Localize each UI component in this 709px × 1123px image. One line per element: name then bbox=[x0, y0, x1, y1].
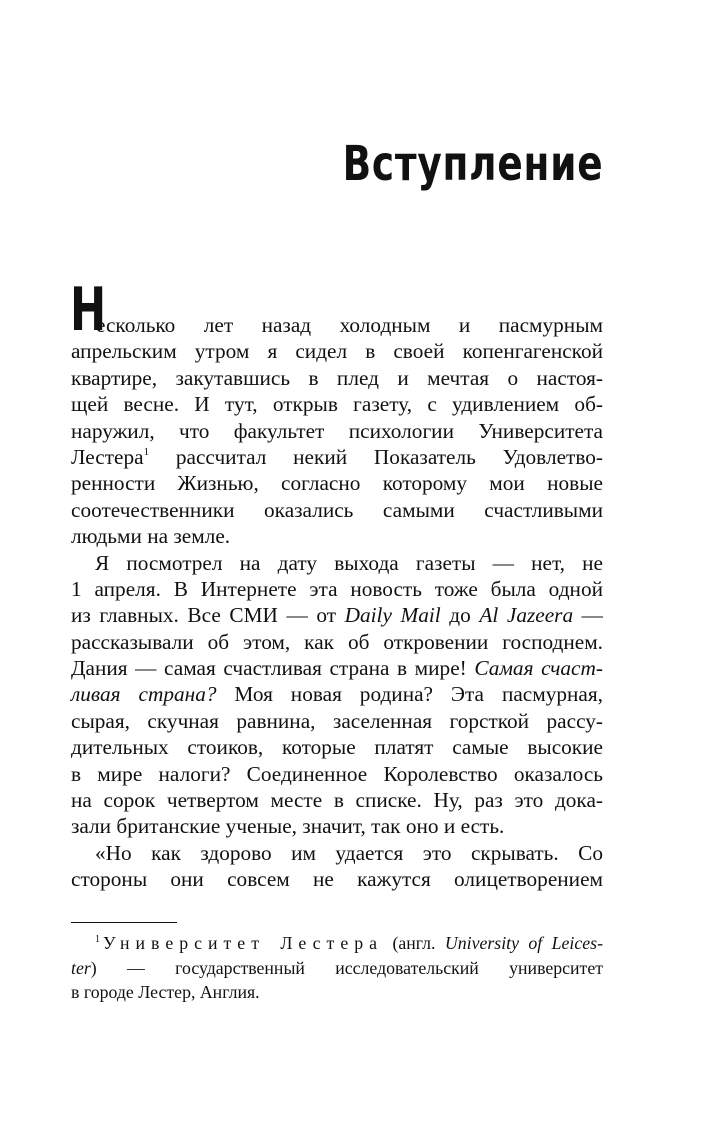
text-fragment: Лестера bbox=[71, 444, 144, 469]
text-line: апрельским утром я сидел в своей копенгагенской bbox=[71, 339, 603, 364]
text-line: Я посмотрел на дату выхода газеты — нет, не bbox=[95, 550, 603, 575]
text-line bbox=[71, 681, 603, 707]
paragraph-1 bbox=[70, 275, 603, 550]
paragraph-2 bbox=[71, 550, 603, 840]
book-page bbox=[71, 0, 603, 1123]
footnote-line bbox=[71, 956, 603, 981]
text-line: квартире, закутавшись в плед и мечтая о настоя- bbox=[71, 365, 603, 390]
text-line: соотечественники оказались самыми счастливыми bbox=[71, 497, 603, 522]
footnote-line: в городе Лестер, Англия. bbox=[71, 982, 260, 1002]
text-line: в мире налоги? Соединенное Королевство оказалось bbox=[71, 761, 603, 786]
footnote-reference[interactable]: 1 bbox=[143, 445, 150, 458]
italic-text: ter bbox=[71, 957, 91, 978]
text-line: сырая, скучная равнина, заселенная горсткой рассу- bbox=[71, 708, 603, 733]
text-line: ренности Жизнью, согласно которому мои новые bbox=[71, 471, 603, 496]
text-fragment: ) — государственный исследовательский университет bbox=[90, 957, 603, 978]
text-line bbox=[71, 602, 603, 628]
footnote-mark: 1 bbox=[95, 934, 100, 945]
text-line bbox=[71, 655, 603, 681]
footnote-divider bbox=[71, 922, 177, 923]
text-line: дительных стоиков, которые платят самые высокие bbox=[71, 735, 603, 760]
text-fragment: — bbox=[573, 603, 603, 628]
main-text bbox=[70, 275, 603, 893]
text-line: 1 апреля. В Интернете эта новость тоже была одной bbox=[71, 576, 603, 601]
text-fragment: из главных. Все СМИ — от bbox=[71, 603, 345, 628]
footnote-term: Университет Лестера bbox=[103, 933, 384, 953]
text-line bbox=[71, 444, 603, 470]
text-line: «Но как здорово им удается это скрывать. Со bbox=[95, 840, 603, 865]
text-fragment: (англ. bbox=[383, 933, 445, 953]
text-fragment: рассчитал некий Показатель Удовлетво- bbox=[149, 444, 603, 469]
italic-text: Самая счаст- bbox=[474, 656, 603, 681]
italic-text: Al Jazeera bbox=[479, 603, 574, 628]
text-line: стороны они совсем не кажутся олицетворением bbox=[71, 867, 603, 892]
text-line: наружил, что факультет психологии Университета bbox=[71, 418, 603, 443]
text-fragment: Дания — самая счастливая страна в мире! bbox=[71, 656, 475, 681]
drop-cap: Н bbox=[70, 275, 107, 345]
text-fragment: Моя новая родина? Эта пасмурная, bbox=[216, 682, 603, 707]
italic-text: ливая страна? bbox=[71, 682, 217, 707]
text-line: щей весне. И тут, открыв газету, с удивлением об- bbox=[71, 392, 603, 417]
text-fragment: до bbox=[440, 603, 480, 628]
text-line: на сорок четвертом месте в списке. Ну, раз это дока- bbox=[71, 788, 603, 813]
text-line: зали британские ученые, значит, так оно и есть. bbox=[71, 814, 505, 839]
text-line: рассказывали об этом, как об откровении господнем. bbox=[71, 629, 603, 654]
paragraph-3 bbox=[71, 840, 603, 893]
text-line: людьми на земле. bbox=[71, 524, 231, 549]
footnote-line bbox=[71, 931, 603, 956]
chapter-title: Вступление bbox=[342, 136, 603, 192]
italic-text: University of Leices- bbox=[444, 933, 603, 953]
italic-text: Daily Mail bbox=[344, 603, 441, 628]
text-line: есколько лет назад холодным и пасмурным bbox=[96, 313, 603, 337]
footnote bbox=[71, 931, 603, 1005]
